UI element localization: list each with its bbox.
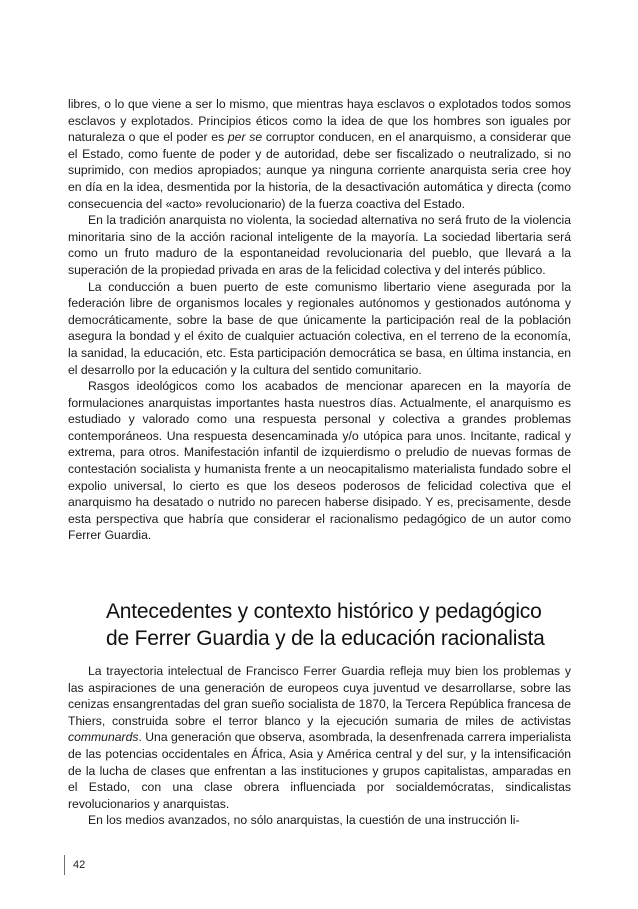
emphasis-text: communards	[68, 730, 139, 745]
page-number: 42	[64, 855, 85, 875]
paragraph: Rasgos ideológicos como los acabados de mencionar aparecen en la mayoría de formulaciones anarquistas importantes hasta nuestros días. Actualmente, el anarquismo es estudiado y valorado como una respuesta personal y colectiva a grandes problemas contemporáneos. Una respuesta desencaminada y/o utópica para unos. Incitante, radical y extrema, para otros. Manifestación infantil de izquierdismo o preludio de nuevas formas de contestación socialista y humanista frente a un neocapitalismo materialista fundado sobre el expolio universal, lo cierto es que los deseos poderosos de felicidad colectiva que el anarquismo ha desatado o nutrido no parecen haberse disipado. Y es, precisamente, desde esta perspectiva que habría que considerar el racionalismo pedagógico de un autor como Ferrer Guardia.	[68, 379, 571, 543]
paragraph: La trayectoria intelectual de Francisco Ferrer Guardia refleja muy bien los problemas y las aspiraciones de una generación de europeos cuya juventud ve desarrollarse, sobre las cenizas ensangrentadas del gran sueño socialista de 1870, la Tercera República francesa de Thiers, construida sobre el terror blanco y la ejecución sumaria de miles de activistas communards. Una generación que observa, asombrada, la desenfrenada carrera imperialista de las potencias occidentales en África, Asia y América central y del sur, y la intensificación de la lucha de clases que enfrentan a las instituciones y grupos capitalistas, amparadas en el Estado, con una clase obrera influenciada por socialdemócratas, sindicalistas revolucionarios y anarquistas.	[68, 664, 571, 811]
section-heading	[106, 598, 576, 652]
section-heading-line: de Ferrer Guardia y de la educación racionalista	[106, 627, 545, 650]
intro-text-block	[68, 96, 571, 544]
section-text-block	[68, 663, 571, 829]
paragraph: En la tradición anarquista no violenta, la sociedad alternativa no será fruto de la violencia minoritaria sino de la acción racional inteligente de la mayoría. La sociedad libertaria será como un fruto maduro de la espontaneidad revolucionaria del pueblo, que llevará a la superación de la propiedad privada en aras de la felicidad colectiva y del interés público.	[68, 213, 571, 277]
section-heading-line: Antecedentes y contexto histórico y pedagógico	[106, 600, 542, 623]
emphasis-text: per se	[227, 130, 263, 145]
paragraph: libres, o lo que viene a ser lo mismo, que mientras haya esclavos o explotados todos somos esclavos y explotados. Principios éticos como la idea de que los hombres son iguales por naturaleza o que el poder es per se corruptor conducen, en el anarquismo, a considerar que el Estado, como fuente de poder y de autoridad, debe ser fiscalizado o neutralizado, si no suprimido, con medios apropiados; aunque ya ninguna corriente anarquista seria cree hoy en día en la idea, desmentida por la historia, de la desactivación automática y directa (como consecuencia del «acto» revolucionario) de la fuerza coactiva del Estado.	[68, 97, 572, 211]
paragraph: La conducción a buen puerto de este comunismo libertario viene asegurada por la federación libre de organismos locales y regionales autónomos y gestionados autónoma y democráticamente, sobre la base de que únicamente la participación real de la población asegura la bondad y el éxito de cualquier actuación colectiva, en el terreno de la economía, la sanidad, la educación, etc. Esta participación democrática se basa, en última instancia, en el desarrollo por la educación y la cultura del sentido comunitario.	[68, 279, 571, 377]
paragraph: En los medios avanzados, no sólo anarquistas, la cuestión de una instrucción li-	[88, 813, 520, 828]
